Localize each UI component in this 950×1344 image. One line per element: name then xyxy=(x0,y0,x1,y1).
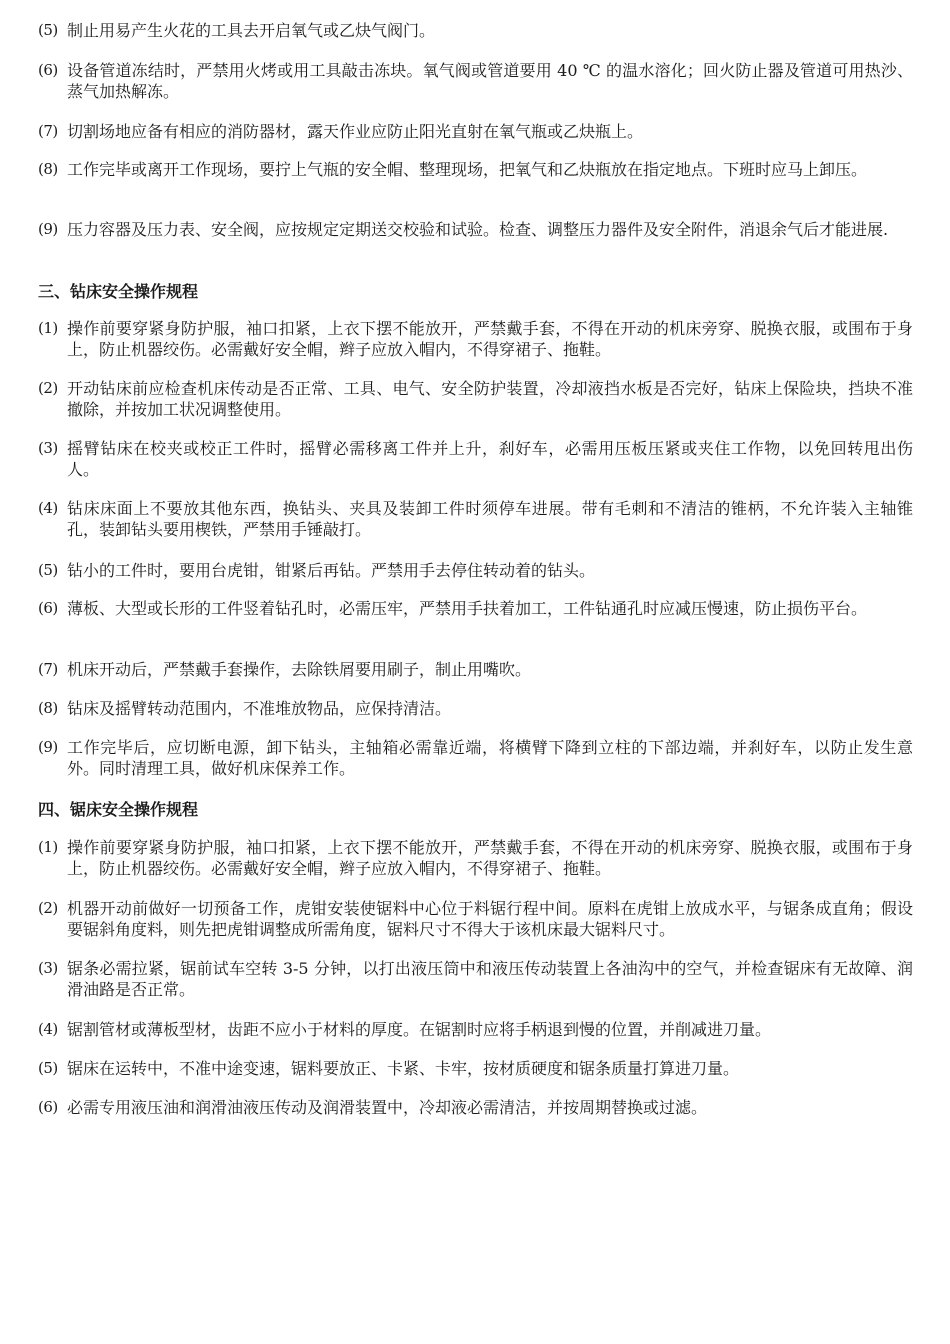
section-heading: 三、钻床安全操作规程 xyxy=(38,282,199,301)
item-text: 机床开动后，严禁戴手套操作，去除铁屑要用刷子，制止用嘴吹。 xyxy=(67,660,532,679)
list-item xyxy=(38,121,913,142)
item-number: (1) xyxy=(38,319,58,337)
item-text: 钻小的工件时，要用台虎钳，钳紧后再钻。严禁用手去停住转动着的钻头。 xyxy=(67,561,596,580)
item-text: 压力容器及压力表、安全阀，应按规定定期送交校验和试验。检查、调整压力器件及安全附件，消退余气后才能进展. xyxy=(67,220,889,239)
item-text: 切割场地应备有相应的消防器材，露天作业应防止阳光直射在氧气瓶或乙炔瓶上。 xyxy=(67,122,644,141)
list-item xyxy=(38,20,913,41)
item-number: (9) xyxy=(38,738,58,756)
item-text: 摇臂钻床在校夹或校正工件时，摇臂必需移离工件并上升，刹好车，必需用压板压紧或夹住工作物，以免回转甩出伤人。 xyxy=(67,439,913,479)
list-item xyxy=(38,698,913,719)
item-number: (8) xyxy=(38,699,58,717)
item-number: (1) xyxy=(38,838,58,856)
item-text: 操作前要穿紧身防护服，袖口扣紧，上衣下摆不能放开，严禁戴手套，不得在开动的机床旁穿、脱换衣服，或围布于身上，防止机器绞伤。必需戴好安全帽，辫子应放入帽内，不得穿裙子、拖鞋。 xyxy=(67,319,913,359)
item-number: (6) xyxy=(38,61,58,79)
item-text: 操作前要穿紧身防护服，袖口扣紧，上衣下摆不能放开，严禁戴手套，不得在开动的机床旁穿、脱换衣服，或围布于身上，防止机器绞伤。必需戴好安全帽，辫子应放入帽内，不得穿裙子、拖鞋。 xyxy=(67,838,913,878)
list-item xyxy=(38,598,913,619)
item-number: (2) xyxy=(38,379,58,397)
item-text: 开动钻床前应检查机床传动是否正常、工具、电气、安全防护装置，冷却液挡水板是否完好，钻床上保险块，挡块不准撤除，并按加工状况调整使用。 xyxy=(67,379,913,419)
list-item xyxy=(38,560,913,581)
item-number: (6) xyxy=(38,1098,58,1116)
list-item xyxy=(38,498,913,540)
item-number: (3) xyxy=(38,439,58,457)
item-number: (5) xyxy=(38,561,58,579)
list-item xyxy=(38,837,913,879)
item-text: 工作完毕或离开工作现场，要拧上气瓶的安全帽、整理现场，把氧气和乙炔瓶放在指定地点。下班时应马上卸压。 xyxy=(67,160,868,179)
list-item xyxy=(38,159,913,180)
list-item xyxy=(38,737,913,779)
list-item xyxy=(38,438,913,480)
list-item xyxy=(38,958,913,1000)
item-number: (4) xyxy=(38,499,58,517)
item-text: 设备管道冻结时，严禁用火烤或用工具敲击冻块。氧气阀或管道要用 40 ℃ 的温水溶化；回火防止器及管道可用热沙、蒸气加热解冻。 xyxy=(67,61,913,101)
item-number: (6) xyxy=(38,599,58,617)
item-text: 薄板、大型或长形的工件竖着钻孔时，必需压牢，严禁用手扶着加工，工件钻通孔时应减压慢速，防止损伤平台。 xyxy=(67,599,868,618)
item-number: (4) xyxy=(38,1020,58,1038)
item-number: (7) xyxy=(38,122,58,140)
item-number: (9) xyxy=(38,220,58,238)
item-number: (2) xyxy=(38,899,58,917)
item-text: 钻床及摇臂转动范围内，不准堆放物品，应保持清洁。 xyxy=(67,699,452,718)
item-number: (5) xyxy=(38,21,58,39)
item-text: 工作完毕后，应切断电源，卸下钻头，主轴箱必需靠近端，将横臂下降到立柱的下部边端，并刹好车，以防止发生意外。同时清理工具，做好机床保养工作。 xyxy=(67,738,913,778)
list-item xyxy=(38,60,913,102)
item-number: (5) xyxy=(38,1059,58,1077)
list-item xyxy=(38,219,913,240)
item-text: 必需专用液压油和润滑油液压传动及润滑装置中，冷却液必需清洁，并按周期替换或过滤。 xyxy=(67,1098,708,1117)
list-item xyxy=(38,1097,913,1118)
item-number: (3) xyxy=(38,959,58,977)
list-item xyxy=(38,318,913,360)
item-text: 制止用易产生火花的工具去开启氧气或乙炔气阀门。 xyxy=(67,21,436,40)
item-text: 机器开动前做好一切预备工作，虎钳安装使锯料中心位于料锯行程中间。原料在虎钳上放成水平，与锯条成直角；假设要锯斜角度料，则先把虎钳调整成所需角度，锯料尺寸不得大于该机床最大锯料尺寸。 xyxy=(67,899,913,939)
item-text: 钻床床面上不要放其他东西，换钻头、夹具及装卸工件时须停车进展。带有毛刺和不清洁的锥柄，不允许装入主轴锥孔，装卸钻头要用楔铁，严禁用手锤敲打。 xyxy=(67,499,913,539)
item-text: 锯割管材或薄板型材，齿距不应小于材料的厚度。在锯割时应将手柄退到慢的位置，并削减进刀量。 xyxy=(67,1020,772,1039)
list-item xyxy=(38,1058,913,1079)
list-item xyxy=(38,378,913,420)
item-number: (8) xyxy=(38,160,58,178)
list-item xyxy=(38,1019,913,1040)
item-number: (7) xyxy=(38,660,58,678)
list-item xyxy=(38,659,913,680)
item-text: 锯床在运转中，不准中途变速，锯料要放正、卡紧、卡牢，按材质硬度和锯条质量打算进刀量。 xyxy=(67,1059,740,1078)
section-heading: 四、锯床安全操作规程 xyxy=(38,800,199,819)
item-text: 锯条必需拉紧，锯前试车空转 3-5 分钟，以打出液压筒中和液压传动装置上各油沟中的空气，并检查锯床有无故障、润滑油路是否正常。 xyxy=(67,959,913,999)
list-item xyxy=(38,898,913,940)
